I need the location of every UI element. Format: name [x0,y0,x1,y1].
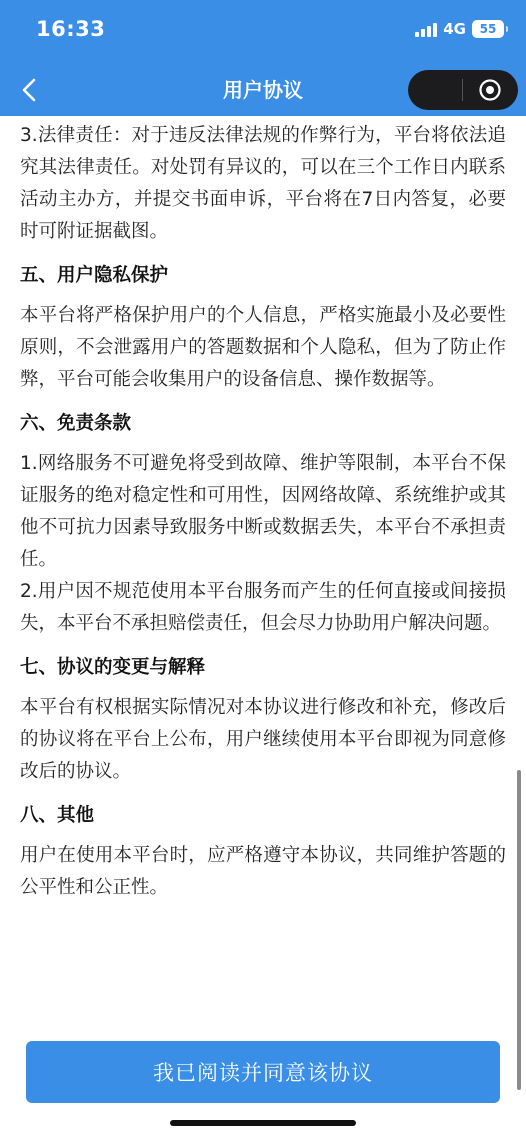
target-circle-icon [478,78,502,102]
battery-icon [472,20,504,38]
section-disclaimer [20,408,506,640]
scrollbar[interactable] [517,770,521,1090]
battery-level: 55 [479,22,497,36]
status-indicators [415,20,504,38]
section-privacy [20,260,506,396]
section-changes [20,652,506,788]
back-button[interactable] [10,70,50,110]
section-heading: 五、用户隐私保护 [20,265,169,286]
status-time: 16:33 [36,17,106,41]
capsule-more-button[interactable] [408,70,462,110]
intro-paragraph: 3.法律责任：对于违反法律法规的作弊行为，平台将依法追究其法律责任。对处罚有异议的，可以在三个工作日内联系活动主办方，并提交书面申诉，平台将在7日内答复，必要时可附证据截图。 [20,125,506,242]
header-bar [0,0,526,116]
agreement-content[interactable] [20,116,506,1026]
section-heading: 八、其他 [20,805,95,826]
section-other [20,800,506,904]
section-heading: 七、协议的变更与解释 [20,657,206,678]
home-indicator[interactable] [170,1120,356,1126]
page-title: 用户协议 [223,78,303,102]
mini-program-capsule [408,70,518,110]
section-heading: 六、免责条款 [20,413,132,434]
agree-button[interactable]: 我已阅读并同意该协议 [26,1041,500,1103]
section-paragraph: 2.用户因不规范使用本平台服务而产生的任何直接或间接损失，本平台不承担赔偿责任，但会尽力协助用户解决问题。 [20,581,506,634]
capsule-close-button[interactable] [463,70,517,110]
more-dots-icon [422,86,448,94]
section-paragraph: 本平台将严格保护用户的个人信息，严格实施最小及必要性原则，不会泄露用户的答题数据和个人隐私，但为了防止作弊，平台可能会收集用户的设备信息、操作数据等。 [20,305,506,390]
network-type: 4G [443,20,466,38]
section-paragraph: 本平台有权根据实际情况对本协议进行修改和补充，修改后的协议将在平台上公布，用户继续使用本平台即视为同意修改后的协议。 [20,697,506,782]
cellular-signal-icon [415,21,437,37]
section-paragraph: 1.网络服务不可避免将受到故障、维护等限制，本平台不保证服务的绝对稳定性和可用性，因网络故障、系统维护或其他不可抗力因素导致服务中断或数据丢失，本平台不承担责任。 [20,453,506,570]
section-paragraph: 用户在使用本平台时，应严格遵守本协议，共同维护答题的公平性和公正性。 [20,845,506,898]
chevron-left-icon [19,77,41,103]
